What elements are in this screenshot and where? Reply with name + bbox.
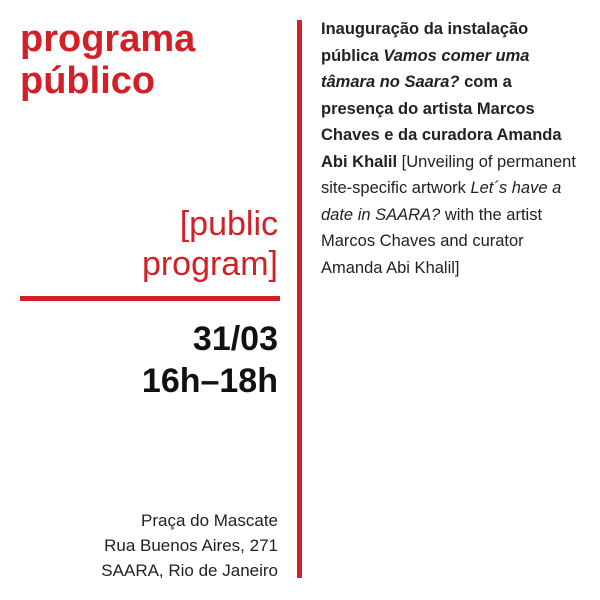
event-address xyxy=(101,508,278,583)
description-en-artwork-title: Let´s have a date in SAARA? xyxy=(321,179,562,224)
description-pt-part-1: Inauguração da instalação pública xyxy=(321,20,529,65)
subtitle-english xyxy=(142,204,278,284)
event-date: 31/03 xyxy=(192,320,278,358)
subtitle-line-1: [public xyxy=(179,205,278,243)
title-line-2: público xyxy=(20,60,156,102)
address-line-3: SAARA, Rio de Janeiro xyxy=(101,561,278,580)
description-pt-artwork-title: Vamos comer uma tâmara no Saara? xyxy=(321,46,530,91)
title-line-1: programa xyxy=(20,18,196,60)
description-en xyxy=(321,153,576,277)
description-pt-part-2: com a presença do artista Marcos Chaves e da curadora Amanda Abi Khalil xyxy=(321,73,562,171)
page-title xyxy=(20,18,195,102)
event-datetime xyxy=(142,318,278,402)
address-line-2: Rua Buenos Aires, 271 xyxy=(104,536,278,555)
description-en-part-1: [Unveiling of permanent site-specific artwork xyxy=(321,152,576,197)
horizontal-divider xyxy=(20,296,280,301)
address-line-1: Praça do Mascate xyxy=(140,511,278,530)
vertical-divider xyxy=(297,20,302,578)
event-description xyxy=(321,16,583,281)
event-time: 16h–18h xyxy=(141,362,278,400)
description-pt xyxy=(321,20,562,171)
description-en-part-2: with the artist Marcos Chaves and curator Amanda Abi Khalil] xyxy=(321,205,543,277)
subtitle-line-2: program] xyxy=(141,245,278,283)
